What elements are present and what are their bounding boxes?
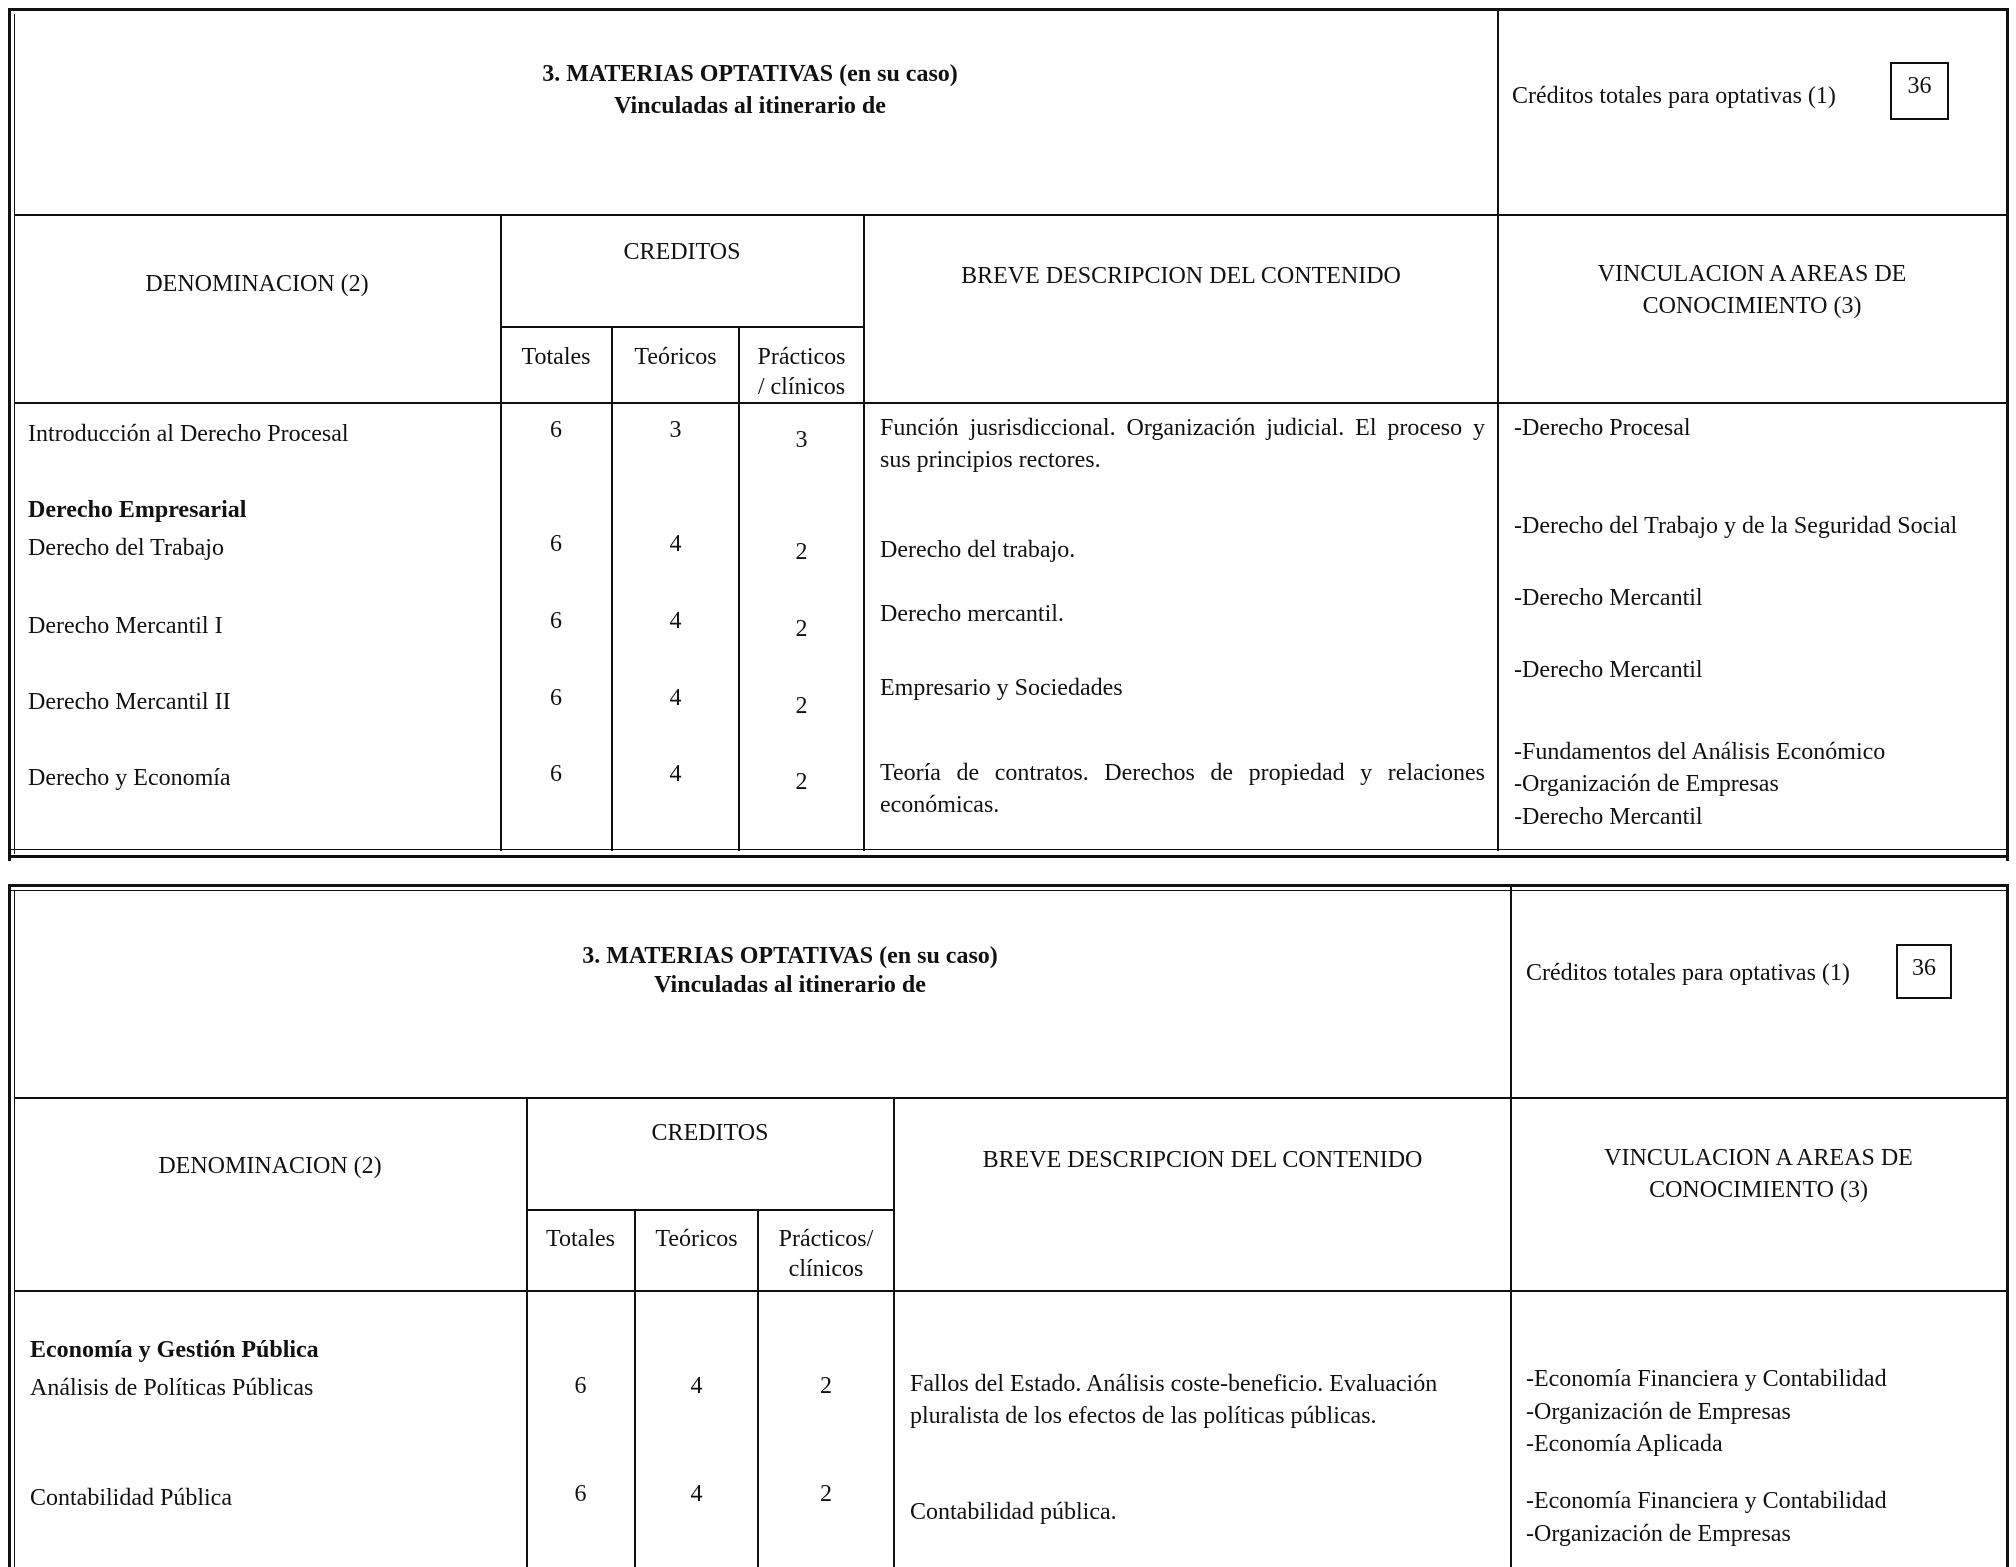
table-border bbox=[14, 890, 15, 1567]
credits-practicos: 2 bbox=[795, 769, 808, 795]
credits-totales: 6 bbox=[574, 1481, 587, 1507]
col-creditos: CREDITOS bbox=[623, 239, 741, 265]
subject-description: Fallos del Estado. Análisis coste-beneficio. Evaluación pluralista de los efectos de las políticas públicas. bbox=[910, 1371, 1438, 1429]
area-item: -Organización de Empresas bbox=[1526, 1521, 1791, 1547]
credits-label: Créditos totales para optativas (1) bbox=[1512, 83, 1836, 109]
area-item: -Derecho del Trabajo y de la Seguridad Social bbox=[1514, 513, 1958, 539]
table-border bbox=[8, 8, 11, 861]
area-item: -Organización de Empresas bbox=[1526, 1399, 1791, 1425]
credits-teoricos: 4 bbox=[669, 761, 682, 787]
section-title: 3. MATERIAS OPTATIVAS (en su caso) bbox=[542, 61, 958, 87]
column-divider bbox=[1510, 884, 1512, 1567]
table-border bbox=[2006, 884, 2009, 1567]
creditos-rule bbox=[526, 1209, 894, 1211]
subject-name: Derecho y Economía bbox=[28, 765, 231, 791]
area-item: -Economía Aplicada bbox=[1526, 1431, 1723, 1457]
table-border bbox=[8, 855, 2009, 858]
col-practicos: Prácticos bbox=[757, 344, 846, 370]
column-header-rule bbox=[14, 402, 2006, 404]
col-vinculacion: VINCULACION A AREAS DE bbox=[1604, 1145, 1913, 1171]
area-item: -Derecho Procesal bbox=[1514, 415, 1691, 441]
subject-description: Contabilidad pública. bbox=[910, 1499, 1117, 1525]
credits-teoricos: 4 bbox=[669, 608, 682, 634]
col-vinculacion-2: CONOCIMIENTO (3) bbox=[1642, 293, 1862, 319]
credits-teoricos: 4 bbox=[669, 685, 682, 711]
area-item: -Fundamentos del Análisis Económico bbox=[1514, 739, 1886, 765]
subject-name: Contabilidad Pública bbox=[30, 1485, 232, 1511]
area-item: -Organización de Empresas bbox=[1514, 771, 1779, 797]
col-descripcion: BREVE DESCRIPCION DEL CONTENIDO bbox=[961, 263, 1401, 289]
col-practicos-2: clínicos bbox=[788, 1256, 864, 1282]
table-border bbox=[8, 884, 2009, 887]
table-border bbox=[2006, 8, 2009, 861]
column-divider bbox=[863, 214, 865, 851]
credits-practicos: 2 bbox=[795, 693, 808, 719]
credits-value-box: 36 bbox=[1896, 944, 1952, 999]
area-item: -Economía Financiera y Contabilidad bbox=[1526, 1488, 1887, 1514]
col-teoricos: Teóricos bbox=[655, 1226, 738, 1252]
col-practicos: Prácticos/ bbox=[778, 1226, 874, 1252]
subject-description: Función jusrisdiccional. Organización judicial. El proceso y sus principios rectores. bbox=[880, 415, 1485, 473]
credits-practicos: 2 bbox=[820, 1373, 832, 1399]
credits-totales: 6 bbox=[550, 761, 562, 787]
subject-name: Introducción al Derecho Procesal bbox=[28, 421, 349, 447]
credits-totales: 6 bbox=[550, 685, 562, 711]
section-subtitle: Vinculadas al itinerario de bbox=[614, 93, 886, 119]
credits-totales: 6 bbox=[550, 608, 562, 634]
col-practicos-2: / clínicos bbox=[757, 374, 846, 400]
column-header-rule bbox=[14, 1290, 2006, 1292]
col-denominacion: DENOMINACION (2) bbox=[158, 1153, 382, 1179]
credits-totales: 6 bbox=[550, 417, 562, 443]
credits-practicos: 2 bbox=[795, 539, 808, 565]
col-descripcion: BREVE DESCRIPCION DEL CONTENIDO bbox=[982, 1147, 1423, 1173]
col-teoricos: Teóricos bbox=[634, 344, 717, 370]
col-totales: Totales bbox=[521, 344, 591, 370]
credits-label: Créditos totales para optativas (1) bbox=[1526, 960, 1850, 986]
col-vinculacion: VINCULACION A AREAS DE bbox=[1597, 261, 1907, 287]
credits-teoricos: 4 bbox=[690, 1373, 703, 1399]
header-rule bbox=[14, 1097, 2006, 1099]
credits-teoricos: 4 bbox=[690, 1481, 703, 1507]
credits-value-box: 36 bbox=[1890, 62, 1949, 120]
table-border bbox=[14, 14, 15, 854]
credits-teoricos: 3 bbox=[669, 417, 682, 443]
header-rule bbox=[14, 214, 2006, 216]
column-divider bbox=[1497, 8, 1499, 851]
table-border bbox=[8, 890, 2009, 891]
group-label: Derecho Empresarial bbox=[28, 497, 247, 523]
table-border bbox=[8, 884, 11, 1567]
area-item: -Derecho Mercantil bbox=[1514, 804, 1703, 830]
subject-name: Análisis de Políticas Públicas bbox=[30, 1375, 314, 1401]
group-label: Economía y Gestión Pública bbox=[30, 1337, 319, 1363]
credits-totales: 6 bbox=[550, 531, 562, 557]
area-item: -Derecho Mercantil bbox=[1514, 657, 1703, 683]
section-subtitle: Vinculadas al itinerario de bbox=[654, 972, 926, 998]
creditos-rule bbox=[500, 326, 864, 328]
credits-teoricos: 4 bbox=[669, 531, 682, 557]
table-border bbox=[8, 849, 2009, 850]
credits-practicos: 2 bbox=[820, 1481, 832, 1507]
subject-description: Derecho mercantil. bbox=[880, 601, 1064, 627]
area-item: -Derecho Mercantil bbox=[1514, 585, 1703, 611]
subject-description: Derecho del trabajo. bbox=[880, 537, 1076, 563]
subject-name: Derecho del Trabajo bbox=[28, 535, 224, 561]
col-creditos: CREDITOS bbox=[651, 1120, 769, 1146]
subject-name: Derecho Mercantil I bbox=[28, 613, 223, 639]
col-vinculacion-2: CONOCIMIENTO (3) bbox=[1649, 1177, 1868, 1203]
subject-description: Empresario y Sociedades bbox=[880, 675, 1123, 701]
table-border bbox=[8, 8, 2009, 11]
area-item: -Economía Financiera y Contabilidad bbox=[1526, 1366, 1887, 1392]
credits-practicos: 3 bbox=[795, 427, 808, 453]
col-totales: Totales bbox=[546, 1226, 615, 1252]
subject-name: Derecho Mercantil II bbox=[28, 689, 231, 715]
col-denominacion: DENOMINACION (2) bbox=[145, 271, 369, 297]
credits-practicos: 2 bbox=[795, 616, 808, 642]
section-title: 3. MATERIAS OPTATIVAS (en su caso) bbox=[582, 943, 998, 969]
subject-description: Teoría de contratos. Derechos de propiedad y relaciones económicas. bbox=[880, 760, 1485, 818]
credits-totales: 6 bbox=[574, 1373, 587, 1399]
